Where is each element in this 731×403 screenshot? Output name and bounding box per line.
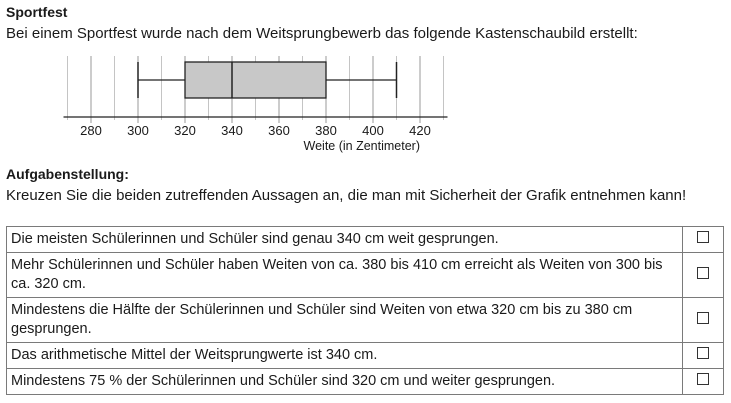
tick-label: 360 — [268, 123, 290, 138]
tick-label: 420 — [409, 123, 431, 138]
option-row — [7, 343, 724, 369]
tick-label: 300 — [127, 123, 149, 138]
boxplot-chart — [0, 0, 731, 160]
tick-label: 400 — [362, 123, 384, 138]
option-checkbox-2[interactable] — [697, 267, 709, 279]
option-row — [7, 253, 724, 298]
task-title: Aufgabenstellung: — [6, 166, 129, 182]
option-statement-5: Mindestens 75 % der Schülerinnen und Schüler sind 320 cm und weiter gesprungen. — [7, 369, 683, 395]
option-checkbox-4[interactable] — [697, 347, 709, 359]
option-row — [7, 369, 724, 395]
tick-label: 280 — [80, 123, 102, 138]
tick-label: 380 — [315, 123, 337, 138]
intro-text: Bei einem Sportfest wurde nach dem Weitsprungbewerb das folgende Kastenschaubild erstellt: — [6, 25, 638, 42]
box-iqr — [185, 62, 326, 98]
option-checkbox-3[interactable] — [697, 312, 709, 324]
option-statement-3: Mindestens die Hälfte der Schülerinnen und Schüler sind Weiten von etwa 320 cm bis zu 380 cm gesprungen. — [7, 298, 683, 343]
x-axis-label: Weite (in Zentimeter) — [303, 139, 420, 153]
options-table — [6, 226, 724, 395]
page-title: Sportfest — [6, 4, 68, 20]
tick-label: 320 — [174, 123, 196, 138]
option-statement-4: Das arithmetische Mittel der Weitsprungwerte ist 340 cm. — [7, 343, 683, 369]
option-row — [7, 227, 724, 253]
option-checkbox-1[interactable] — [697, 231, 709, 243]
option-statement-2: Mehr Schülerinnen und Schüler haben Weiten von ca. 380 bis 410 cm erreicht als Weiten von 300 bis ca. 320 cm. — [7, 253, 683, 298]
option-checkbox-5[interactable] — [697, 373, 709, 385]
task-text: Kreuzen Sie die beiden zutreffenden Aussagen an, die man mit Sicherheit der Grafik entnehmen kann! — [6, 187, 687, 204]
option-statement-1: Die meisten Schülerinnen und Schüler sind genau 340 cm weit gesprungen. — [7, 227, 683, 253]
option-row — [7, 298, 724, 343]
tick-label: 340 — [221, 123, 243, 138]
